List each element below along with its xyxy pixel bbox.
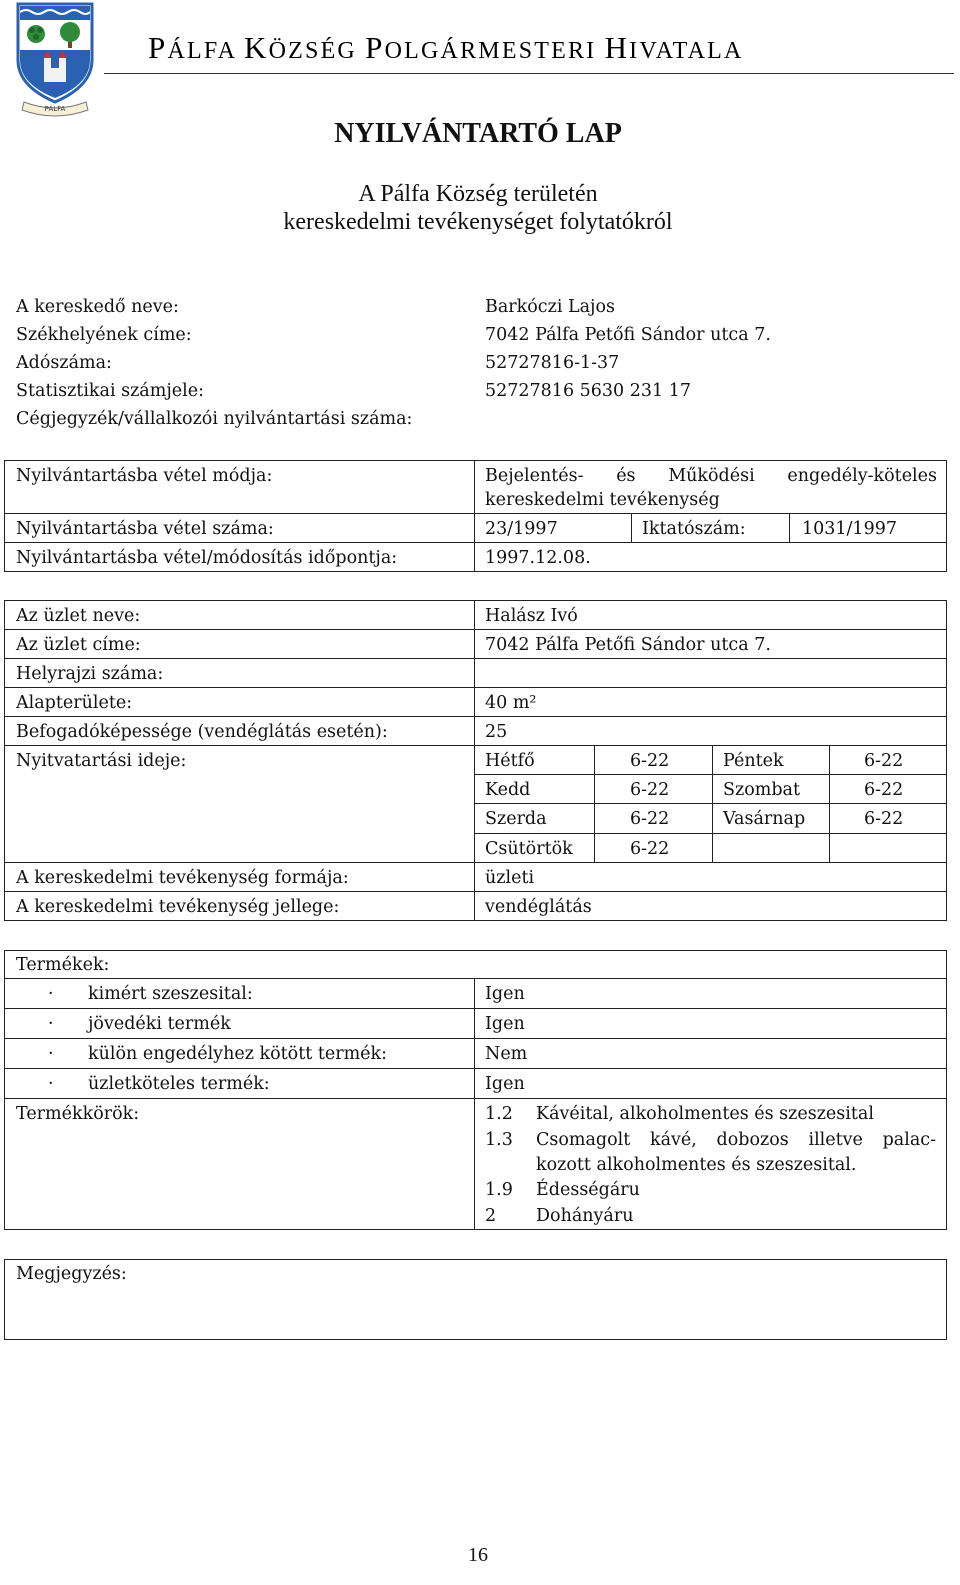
shop-area-label: Alapterülete:	[16, 693, 133, 713]
product-bullet: ·	[48, 1074, 54, 1094]
product-group-code: 2	[485, 1206, 497, 1226]
hours-time: 6-22	[864, 809, 904, 829]
registration-number-label: Nyilvántartásba vétel száma:	[16, 519, 274, 539]
product-item-label: külön engedélyhez kötött termék:	[88, 1044, 388, 1064]
registration-mode-label: Nyilvántartásba vétel módja:	[16, 466, 273, 486]
trader-tax-value: 52727816-1-37	[485, 353, 620, 373]
header-rule	[104, 73, 954, 74]
trader-seat-value: 7042 Pálfa Petőfi Sándor utca 7.	[485, 325, 771, 345]
office-name-word: OLGÁRMESTERI	[384, 38, 605, 64]
products-label: Termékek:	[16, 955, 110, 975]
office-name	[148, 30, 744, 66]
registration-mode-line-1: Bejelentés- és Működési engedély-köteles	[485, 466, 937, 486]
activity-form-label: A kereskedelmi tevékenység formája:	[16, 868, 349, 888]
shop-area-value: 40 m²	[485, 693, 537, 713]
office-name-initial: P	[365, 30, 385, 65]
hours-day: Szombat	[723, 780, 801, 800]
crest-banner-text: PÁLFA	[44, 105, 66, 113]
product-item-label: jövedéki termék	[88, 1014, 231, 1034]
product-item-label: kimért szeszesital:	[88, 984, 253, 1004]
shop-capacity-value: 25	[485, 722, 508, 742]
trader-tax-label: Adószáma:	[16, 353, 112, 373]
product-group-code: 1.9	[485, 1180, 513, 1200]
shop-name-label: Az üzlet neve:	[16, 606, 141, 626]
office-name-word: ÖZSÉG	[268, 38, 366, 64]
product-group-text: kozott alkoholmentes és szeszesital.	[536, 1155, 857, 1175]
product-groups-label: Termékkörök:	[16, 1104, 140, 1124]
activity-form-value: üzleti	[485, 868, 535, 888]
opening-hours-label: Nyitvatartási ideje:	[16, 751, 187, 771]
trader-stat-value: 52727816 5630 231 17	[485, 381, 691, 401]
product-group-text: Édességáru	[536, 1180, 640, 1200]
office-name-initial: H	[604, 30, 630, 65]
product-bullet: ·	[48, 1014, 54, 1034]
registration-mode-line-2: kereskedelmi tevékenység	[485, 490, 720, 510]
pálfa-coat-of-arms-icon	[14, 2, 96, 118]
notes-label: Megjegyzés:	[16, 1264, 127, 1284]
subtitle-line-2: kereskedelmi tevékenységet folytatókról	[283, 209, 673, 235]
file-number-label: Iktatószám:	[642, 519, 746, 539]
hours-day: Péntek	[723, 751, 784, 771]
trader-name-label: A kereskedő neve:	[16, 297, 179, 317]
hours-day: Csütörtök	[485, 839, 573, 859]
registration-number-value: 23/1997	[485, 519, 558, 539]
hours-day: Hétfő	[485, 751, 535, 771]
product-group-code: 1.3	[485, 1130, 513, 1150]
hours-day: Szerda	[485, 809, 547, 829]
activity-nature-value: vendéglátás	[485, 897, 592, 917]
hours-time: 6-22	[630, 839, 670, 859]
product-bullet: ·	[48, 1044, 54, 1064]
file-number-value: 1031/1997	[802, 519, 897, 539]
trader-stat-label: Statisztikai számjele:	[16, 381, 204, 401]
trader-registry-label: Cégjegyzék/vállalkozói nyilvántartási száma:	[16, 409, 413, 429]
registration-date-label: Nyilvántartásba vétel/módosítás időpontja:	[16, 548, 398, 568]
office-name-word: ÁLFA	[167, 38, 245, 64]
hours-time: 6-22	[864, 751, 904, 771]
product-item-value: Igen	[485, 1014, 525, 1034]
hours-time: 6-22	[630, 751, 670, 771]
shop-address-value: 7042 Pálfa Petőfi Sándor utca 7.	[485, 635, 771, 655]
subtitle-line-1: A Pálfa Község területén	[358, 181, 598, 207]
document-subtitle	[0, 180, 956, 236]
product-bullet: ·	[48, 984, 54, 1004]
hours-time: 6-22	[864, 780, 904, 800]
shop-lot-label: Helyrajzi száma:	[16, 664, 164, 684]
shop-name-value: Halász Ivó	[485, 606, 578, 626]
trader-seat-label: Székhelyének címe:	[16, 325, 192, 345]
product-item-value: Igen	[485, 984, 525, 1004]
hours-time: 6-22	[630, 780, 670, 800]
hours-day: Kedd	[485, 780, 531, 800]
product-item-label: üzletköteles termék:	[88, 1074, 270, 1094]
hours-day: Vasárnap	[723, 809, 806, 829]
product-item-value: Igen	[485, 1074, 525, 1094]
product-group-text: Kávéital, alkoholmentes és szeszesital	[536, 1104, 874, 1124]
shop-address-label: Az üzlet címe:	[16, 635, 141, 655]
product-group-code: 1.2	[485, 1104, 513, 1124]
document-title: NYILVÁNTARTÓ LAP	[334, 118, 622, 149]
product-group-text: Csomagolt kávé, dobozos illetve palac-	[536, 1130, 936, 1150]
activity-nature-label: A kereskedelmi tevékenység jellege:	[16, 897, 340, 917]
page-number: 16	[468, 1544, 488, 1566]
hours-time: 6-22	[630, 809, 670, 829]
registration-date-value: 1997.12.08.	[485, 548, 591, 568]
product-item-value: Nem	[485, 1044, 528, 1064]
office-name-initial: P	[148, 30, 168, 65]
shop-capacity-label: Befogadóképessége (vendéglátás esetén):	[16, 722, 388, 742]
office-name-word: IVATALA	[629, 38, 744, 64]
office-name-initial: K	[244, 30, 269, 65]
product-group-text: Dohányáru	[536, 1206, 634, 1226]
trader-name-value: Barkóczi Lajos	[485, 297, 615, 317]
notes-section	[4, 1259, 947, 1340]
